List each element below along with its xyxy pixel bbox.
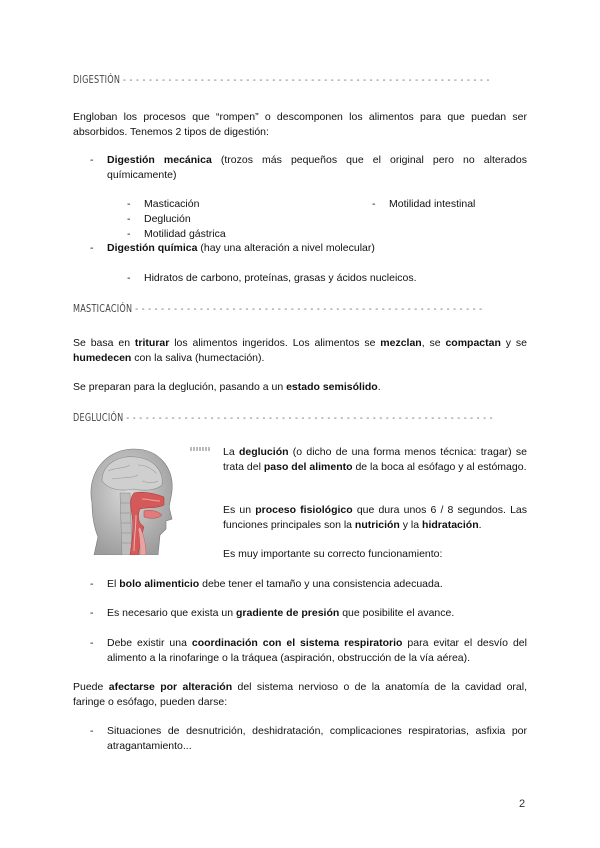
list-item-coordinacion: - Debe existir una coordinación con el sistema respiratorio para evitar el desvío del alimento a la rinofaringe o la tráquea (aspiración, obstrucción de la vía aérea). [90,637,527,664]
mecanica-label: Digestión mecánica [107,154,212,166]
deglucion-paragraph-1: La deglución (o dicho de una forma menos técnica: tragar) se trata del paso del alimento de la boca al esófago y al estómago. [223,446,527,473]
page-number: 2 [519,798,526,810]
section-heading-digestion [73,72,490,87]
heading-title: DEGLUCIÓN [73,411,124,424]
head-neck-anatomy-image [72,443,184,555]
deglucion-paragraph-2: Es un proceso fisiológico que dura unos 6 / 8 segundos. Las funciones principales son la nutrición y la hidratación. [223,504,528,531]
section-heading-masticacion [73,301,483,316]
list-item: - Motilidad gástrica [127,228,226,240]
mecanica-sublist [127,197,226,242]
list-item-gradiente: - Es necesario que exista un gradiente de presión que posibilite el avance. [90,607,455,619]
list-item-quimica: - Digestión química (hay una alteración a nivel molecular) [90,242,375,254]
heading-rule: - - - - - - - - - - - - - - - - - - - - - - - - - - - - - - - - - - - - - - - - - - - - - - - - - - - - - - - - - [123,73,490,86]
list-item-quimica-sub: - Hidratos de carbono, proteínas, grasas y ácidos nucleicos. [127,272,417,284]
image-caption-mark [190,447,210,451]
list-item-mecanica: - Digestión mecánica (trozos más pequeños que el original pero no alterados químicamente) [90,154,527,181]
mecanica-desc: (trozos más pequeños que el original pero no alterados químicamente) [107,154,527,181]
digestion-intro: Engloban los procesos que “rompen” o descomponen los alimentos para que puedan ser absorbidos. Tenemos 2 tipos de digestión: [73,111,527,138]
heading-rule: - - - - - - - - - - - - - - - - - - - - - - - - - - - - - - - - - - - - - - - - - - - - - - - - - - - - - - [135,302,483,315]
masticacion-paragraph-1: Se basa en triturar los alimentos ingeridos. Los alimentos se mezclan, se compactan y se humedecen con la saliva (humectación). [73,337,527,364]
masticacion-paragraph-2: Se preparan para la deglución, pasando a un estado semisólido. [73,381,381,393]
heading-title: MASTICACIÓN [73,302,133,315]
list-item: - Deglución [127,213,191,225]
deglucion-paragraph-3: Es muy importante su correcto funcionamiento: [223,548,443,560]
heading-rule: - - - - - - - - - - - - - - - - - - - - - - - - - - - - - - - - - - - - - - - - - - - - - - - - - - - - - - - - - [126,411,494,424]
quimica-desc: (hay una alteración a nivel molecular) [197,242,375,254]
deglucion-paragraph-4: Puede afectarse por alteración del sistema nervioso o de la anatomía de la cavidad oral, faringe o esófago, pueden darse: [73,681,527,708]
section-heading-deglucion [73,410,493,425]
list-item-bolo: - El bolo alimenticio debe tener el tamaño y una consistencia adecuada. [90,578,443,590]
anatomy-illustration-icon [72,443,184,555]
list-item-motilidad-intestinal: - Motilidad intestinal [372,198,476,210]
list-item: - Masticación [127,198,200,210]
heading-title: DIGESTIÓN [73,73,121,86]
list-item-situaciones: - Situaciones de desnutrición, deshidratación, complicaciones respiratorias, asfixia por atragantamiento... [90,725,527,752]
quimica-label: Digestión química [107,242,198,254]
